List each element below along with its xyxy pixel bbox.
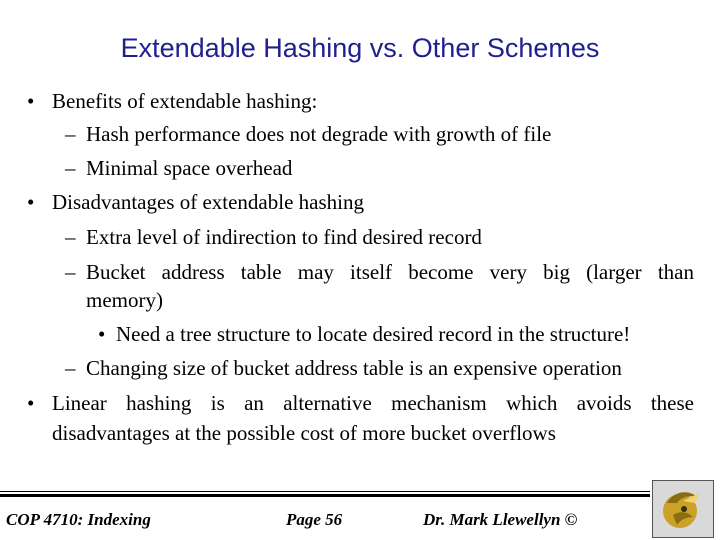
bullet-marker: • bbox=[27, 391, 35, 415]
ucf-pegasus-logo-icon bbox=[652, 480, 714, 538]
bullet-marker: • bbox=[27, 190, 35, 214]
dash-marker: – bbox=[65, 260, 76, 284]
sub-bullet-space: Minimal space overhead bbox=[86, 156, 293, 180]
bullet-disadvantages: Disadvantages of extendable hashing bbox=[52, 190, 364, 214]
slide-title: Extendable Hashing vs. Other Schemes bbox=[120, 33, 600, 63]
footer-page-number: Page 56 bbox=[286, 510, 343, 529]
dash-marker: – bbox=[65, 225, 76, 249]
bullet-benefits: Benefits of extendable hashing: bbox=[52, 89, 318, 113]
footer-rule-thick bbox=[0, 494, 650, 497]
footer-course: COP 4710: Indexing bbox=[6, 510, 151, 529]
bullet-marker: • bbox=[98, 322, 106, 346]
sub-sub-bullet-tree: Need a tree structure to locate desired record in the structure! bbox=[116, 322, 631, 346]
sub-bullet-performance: Hash performance does not degrade with growth of file bbox=[86, 122, 552, 146]
sub-bullet-changing-size: Changing size of bucket address table is an expensive operation bbox=[86, 356, 622, 380]
sub-bullet-indirection: Extra level of indirection to find desired record bbox=[86, 225, 482, 249]
bullet-linear-hashing-cont: disadvantages at the possible cost of more bucket overflows bbox=[52, 421, 556, 445]
sub-bullet-table-size: Bucket address table may itself become very big (larger than bbox=[86, 260, 694, 284]
dash-marker: – bbox=[65, 122, 76, 146]
bullet-marker: • bbox=[27, 89, 35, 113]
footer-author: Dr. Mark Llewellyn © bbox=[423, 510, 578, 529]
bullet-linear-hashing: Linear hashing is an alternative mechanism which avoids these bbox=[52, 391, 694, 415]
dash-marker: – bbox=[65, 156, 76, 180]
footer-rule-thin bbox=[0, 491, 650, 492]
dash-marker: – bbox=[65, 356, 76, 380]
sub-bullet-table-size-cont: memory) bbox=[86, 288, 163, 312]
